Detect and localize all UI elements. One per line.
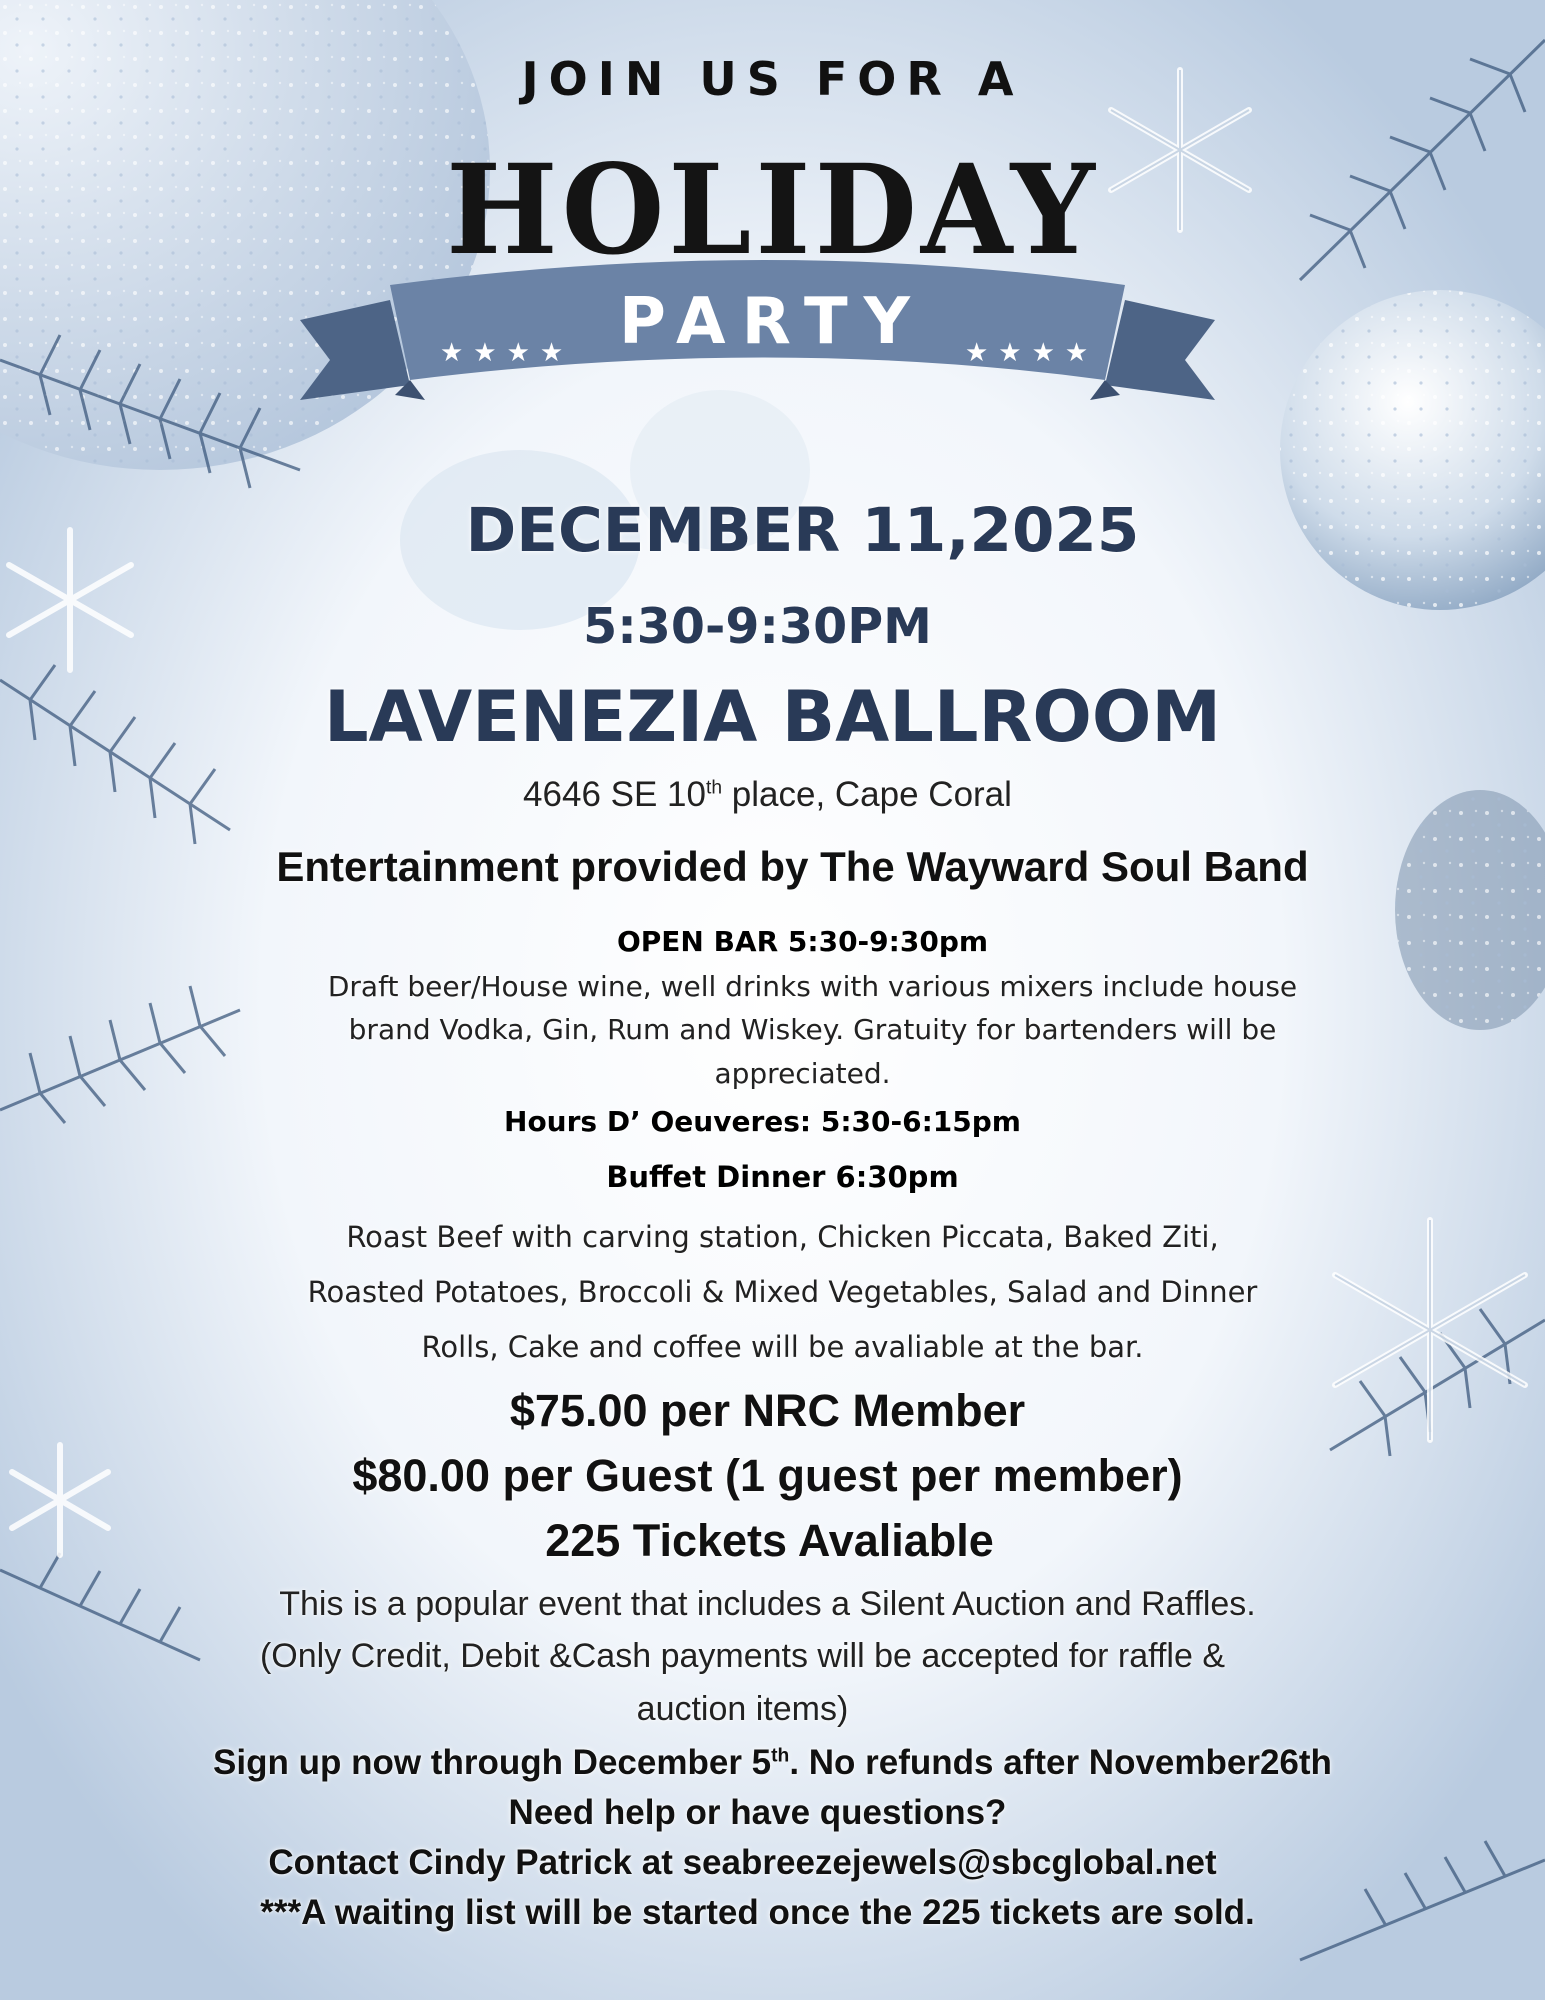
- signup-text: Sign up now through December 5: [213, 1743, 772, 1782]
- open-bar-description-line-3: appreciated.: [714, 1057, 891, 1090]
- venue-address: [0, 775, 1540, 815]
- address-suffix: th: [705, 777, 723, 799]
- contact-line: Contact Cindy Patrick at seabreezejewels@sbcglobal.net: [268, 1843, 1217, 1882]
- signup-deadline: [0, 1743, 1545, 1783]
- menu-line-2: Roasted Potatoes, Broccoli & Mixed Vegetables, Salad and Dinner: [307, 1275, 1258, 1309]
- open-bar-description-line-2: brand Vodka, Gin, Rum and Wiskey. Gratuity for bartenders will be: [348, 1013, 1277, 1046]
- auction-line-2: (Only Credit, Debit &Cash payments will be accepted for raffle &: [259, 1637, 1225, 1675]
- waiting-list-note: ***A waiting list will be started once the 225 tickets are sold.: [260, 1893, 1255, 1932]
- tickets-available: 225 Tickets Avaliable: [545, 1515, 994, 1566]
- hors-doeuvres-heading: Hours D’ Oeuveres: 5:30-6:15pm: [504, 1105, 1021, 1138]
- holiday-title: HOLIDAY: [446, 136, 1099, 283]
- address-street: place, Cape Coral: [722, 775, 1012, 814]
- signup-suffix: th: [771, 1745, 790, 1767]
- menu-line-3: Rolls, Cake and coffee will be avaliable at the bar.: [421, 1330, 1144, 1364]
- event-date: DECEMBER 11,2025: [465, 495, 1140, 566]
- address-number: 4646 SE 10: [523, 775, 706, 814]
- party-title: PARTY: [619, 285, 926, 359]
- guest-price: $80.00 per Guest (1 guest per member): [352, 1450, 1183, 1501]
- left-stars-icon: ★★★★: [440, 338, 574, 368]
- menu-line-1: Roast Beef with carving station, Chicken Piccata, Baked Ziti,: [346, 1220, 1219, 1254]
- help-question: Need help or have questions?: [508, 1793, 1007, 1832]
- member-price: $75.00 per NRC Member: [509, 1385, 1026, 1436]
- refund-text: . No refunds after November26th: [789, 1743, 1332, 1782]
- open-bar-heading: OPEN BAR 5:30-9:30pm: [616, 925, 989, 958]
- entertainment-line: Entertainment provided by The Wayward Soul Band: [276, 843, 1309, 890]
- buffet-heading: Buffet Dinner 6:30pm: [606, 1160, 959, 1194]
- auction-line-3: auction items): [636, 1690, 849, 1728]
- open-bar-description-line-1: Draft beer/House wine, well drinks with various mixers include house: [327, 970, 1298, 1003]
- event-time: 5:30-9:30PM: [583, 598, 932, 655]
- venue-name: LAVENEZIA BALLROOM: [323, 676, 1222, 758]
- auction-line-1: This is a popular event that includes a Silent Auction and Raffles.: [279, 1585, 1256, 1623]
- join-us-heading: JOIN US FOR A: [521, 52, 1024, 106]
- right-stars-icon: ★★★★: [965, 338, 1099, 368]
